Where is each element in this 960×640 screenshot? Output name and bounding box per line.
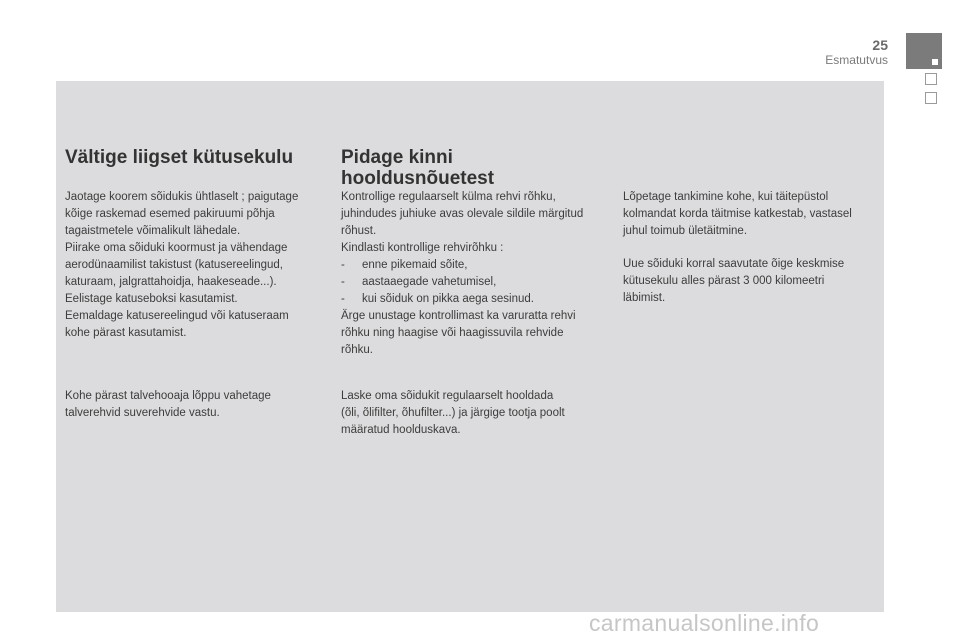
text-line: (õli, õlifilter, õhufilter...) ja järgige tootja poolt bbox=[341, 407, 565, 419]
page-header bbox=[825, 37, 888, 67]
paragraph-refuelling bbox=[623, 189, 852, 240]
text-line: rõhku ning haagise või haagissuvila rehvide bbox=[341, 327, 564, 339]
text-line: Laske oma sõidukit regulaarselt hooldada bbox=[341, 390, 554, 402]
bullet-item bbox=[341, 274, 583, 291]
text-line: Kohe pärast talvehooaja lõppu vahetage bbox=[65, 390, 271, 402]
paragraph-tyre-pressure bbox=[341, 189, 583, 359]
page-number: 25 bbox=[872, 37, 888, 53]
text-line: Piirake oma sõiduki koormust ja vähendage bbox=[65, 242, 288, 254]
chapter-indicator-box-2 bbox=[925, 92, 937, 104]
bullet-item bbox=[341, 257, 583, 274]
bullet-dash: - bbox=[341, 259, 345, 271]
heading-line: Pidage kinni bbox=[341, 147, 453, 168]
text-line: määratud hoolduskava. bbox=[341, 424, 461, 436]
paragraph-load-distribution bbox=[65, 189, 298, 342]
heading-maintenance bbox=[341, 147, 494, 189]
text-line: Uue sõiduki korral saavutate õige keskmise bbox=[623, 258, 845, 270]
paragraph-winter-tyres bbox=[65, 388, 271, 422]
text-line: Ärge unustage kontrollimast ka varuratta rehvi bbox=[341, 310, 576, 322]
bullet-text: enne pikemaid sõite, bbox=[362, 259, 468, 271]
bullet-text: kui sõiduk on pikka aega sesinud. bbox=[362, 293, 534, 305]
bullet-text: aastaaegade vahetumisel, bbox=[362, 276, 497, 288]
text-line: juhindudes juhiuke avas olevale sildile märgitud bbox=[341, 208, 584, 220]
text-line: aerodünaamilist takistust (katusereelingud, bbox=[65, 259, 283, 271]
text-line: läbimist. bbox=[623, 292, 666, 304]
text-line: Eemaldage katusereelingud või katuseraam bbox=[65, 310, 289, 322]
text-line: kohe pärast kasutamist. bbox=[65, 327, 187, 339]
text-line: Eelistage katuseboksi kasutamist. bbox=[65, 293, 238, 305]
chapter-indicator-box-1 bbox=[925, 73, 937, 85]
text-line: kõige raskemad esemed pakiruumi põhja bbox=[65, 208, 275, 220]
text-line: katuraam, jalgrattahoidja, haakeseade...). bbox=[65, 276, 277, 288]
bullet-dash: - bbox=[341, 293, 345, 305]
text-line: rõhust. bbox=[341, 225, 377, 237]
paragraph-servicing bbox=[341, 388, 565, 439]
text-line: kolmandat korda täitmise katkestab, vastasel bbox=[623, 208, 852, 220]
text-line: tagaistmetele võimalikult lähedale. bbox=[65, 225, 241, 237]
heading-fuel-consumption: Vältige liigset kütusekulu bbox=[65, 147, 294, 168]
text-line: Lõpetage tankimine kohe, kui täitepüstol bbox=[623, 191, 829, 203]
heading-line: hooldusnõuetest bbox=[341, 168, 495, 189]
bullet-dash: - bbox=[341, 276, 345, 288]
chapter-tab bbox=[906, 33, 942, 69]
text-line: talverehvid suverehvide vastu. bbox=[65, 407, 220, 419]
bullet-item bbox=[341, 291, 583, 308]
text-line: Jaotage koorem sõidukis ühtlaselt ; paigutage bbox=[65, 191, 299, 203]
tab-marker-icon bbox=[932, 59, 938, 65]
text-line: Kindlasti kontrollige rehvirõhku : bbox=[341, 242, 504, 254]
paragraph-new-vehicle bbox=[623, 256, 844, 307]
text-line: rõhku. bbox=[341, 344, 373, 356]
text-line: Kontrollige regulaarselt külma rehvi rõhku, bbox=[341, 191, 556, 203]
section-label: Esmatutvus bbox=[825, 53, 888, 67]
watermark: carmanualsonline.info bbox=[589, 610, 820, 636]
text-line: kütusekulu alles pärast 3 000 kilomeetri bbox=[623, 275, 825, 287]
text-line: juhul toimub ületäitmine. bbox=[623, 225, 748, 237]
